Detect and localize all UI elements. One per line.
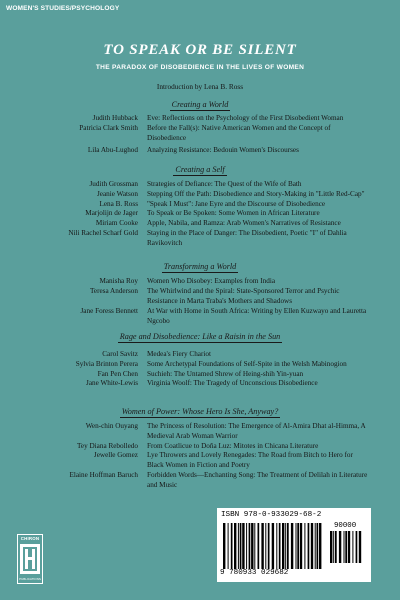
entry-author: Jewelle Gomez	[93, 451, 138, 460]
contents-entry	[0, 180, 400, 190]
entry-author: Elaine Hoffman Baruch	[69, 470, 138, 479]
contents-entry	[0, 370, 400, 380]
entry-author: Jane White-Lewis	[86, 379, 138, 388]
contents-entry	[0, 209, 400, 219]
section-entries-transforming-a-world	[0, 277, 400, 327]
publisher-sub: PUBLICATIONS	[19, 577, 41, 581]
contents-entry	[0, 219, 400, 229]
entry-title: Medea's Fiery Chariot	[147, 350, 211, 358]
entry-author: Nili Rachel Scharf Gold	[68, 228, 138, 237]
entry-title: The Whirlwind and the Spiral: State-Sponsored Terror and Psychic Resistance in Marta Traba's Mothers and Shadows	[147, 286, 340, 305]
book-title: TO SPEAK OR BE SILENT	[103, 42, 297, 58]
contents-entry	[0, 124, 400, 144]
isbn-label: ISBN 978-0-933029-68-2	[221, 511, 322, 519]
contents-entry	[0, 146, 400, 156]
book-subtitle: THE PARADOX OF DISOBEDIENCE IN THE LIVES OF WOMEN	[95, 64, 305, 71]
entry-author: Carol Savitz	[102, 350, 138, 358]
contents-entry	[0, 307, 400, 327]
chiron-mark-icon	[20, 544, 40, 574]
entry-author: Wen-chin Ouyang	[85, 422, 138, 430]
contents-entry	[0, 287, 400, 307]
entry-author: Jeanie Watson	[96, 189, 138, 198]
contents-entry	[0, 442, 400, 452]
contents-entry	[0, 350, 400, 360]
entry-title: At War with Home in South Africa: Writing by Ellen Kuzwayo and Lauretta Ngcobo	[147, 307, 367, 326]
entry-author: Marjolijn de Jager	[85, 209, 138, 218]
section-entries-women-of-power	[0, 422, 400, 491]
contents-entry	[0, 451, 400, 471]
entry-title: Virginia Woolf: The Tragedy of Unconscious Disobedience	[147, 379, 318, 388]
entry-title: Women Who Disobey: Examples from India	[147, 277, 276, 285]
section-title-transforming-a-world: Transforming a World	[163, 262, 237, 271]
contents-entry	[0, 200, 400, 210]
entry-author: Miriam Cooke	[95, 219, 138, 228]
section-title-creating-a-world: Creating a World	[171, 100, 229, 109]
contents-entry	[0, 422, 400, 442]
entry-author: Lena B. Ross	[99, 199, 138, 208]
entry-title: Some Archetypal Foundations of Self-Spite in the Welsh Mabinogion	[147, 359, 347, 368]
section-title-creating-a-self: Creating a Self	[175, 165, 225, 174]
category-label: WOMEN'S STUDIES/PSYCHOLOGY	[6, 5, 120, 12]
entry-author: Fan Pen Chen	[97, 369, 138, 378]
entry-author: Patricia Clark Smith	[79, 123, 138, 132]
ean-barcode-bars	[223, 523, 323, 569]
entry-title: From Coatlicue to Doña Luz: Mitotes in Chicana Literature	[147, 441, 319, 450]
contents-entry	[0, 379, 400, 389]
entry-title: The Princess of Resolution: The Emergence of Al-Amira Dhat al-Himma, A Medieval Arab Woman Warrior	[147, 422, 366, 440]
publisher-name: CHIRON	[20, 536, 40, 541]
entry-author: Judith Hubback	[92, 114, 138, 122]
entry-author: Lila Abu-Lughod	[87, 146, 138, 155]
introduction-credit: Introduction by Lena B. Ross	[156, 82, 244, 91]
entry-author: Tey Diana Rebolledo	[77, 441, 138, 450]
entry-title: Staying in the Place of Danger: The Disobedient, Poetic "I" of Dahlia Ravikovitch	[147, 228, 347, 247]
entry-title: Analyzing Resistance: Bedouin Women's Discourses	[147, 146, 299, 155]
contents-entry	[0, 114, 400, 124]
entry-title: Before the Fall(s): Native American Women and the Concept of Disobedience	[147, 123, 331, 142]
entry-title: "Speak I Must": Jane Eyre and the Discourse of Disobedience	[147, 199, 326, 208]
price-code: 90000	[334, 522, 357, 530]
section-title-rage-and-disobedience: Rage and Disobedience: Like a Raisin in the Sun	[119, 332, 281, 341]
entry-title: Apple, Nabila, and Ramza: Arab Women's Narratives of Resistance	[147, 219, 341, 228]
entry-author: Jane Foress Bennett	[80, 307, 138, 316]
section-entries-rage-and-disobedience	[0, 350, 400, 389]
contents-entry	[0, 190, 400, 200]
section-entries-creating-a-world	[0, 114, 400, 156]
contents-entry	[0, 471, 400, 491]
barcode-panel	[217, 508, 371, 582]
contents-entry	[0, 277, 400, 287]
entry-title: Strategies of Defiance: The Quest of the Wife of Bath	[147, 180, 302, 188]
entry-title: Stepping Off the Path: Disobedience and Story-Making in "Little Red-Cap"	[147, 189, 365, 198]
section-entries-creating-a-self	[0, 180, 400, 249]
entry-author: Teresa Anderson	[90, 286, 138, 295]
entry-title: To Speak or Be Spoken: Some Women in African Literature	[147, 209, 320, 218]
publisher-logo	[17, 534, 43, 584]
contents-entry	[0, 229, 400, 249]
entry-title: Eve: Reflections on the Psychology of the First Disobedient Woman	[147, 114, 344, 122]
contents-entry	[0, 360, 400, 370]
entry-author: Manisha Roy	[99, 277, 138, 285]
entry-title: Lye Throwers and Lovely Renegades: The Road from Bitch to Hero for Black Women in Fiction and Poetry	[147, 451, 353, 470]
ean-number: 9 780933 029682	[220, 569, 289, 577]
entry-title: Suchieh: The Untamed Shrew of Heing-shih Yin-yuan	[147, 369, 304, 378]
entry-author: Judith Grossman	[89, 180, 138, 188]
section-title-women-of-power: Women of Power: Whose Hero Is She, Anyway?	[121, 407, 279, 416]
entry-author: Sylvia Brinton Perera	[75, 359, 138, 368]
addon-barcode-bars	[330, 531, 364, 563]
entry-title: Forbidden Words—Enchanting Song: The Treatment of Delilah in Literature and Music	[147, 470, 368, 489]
